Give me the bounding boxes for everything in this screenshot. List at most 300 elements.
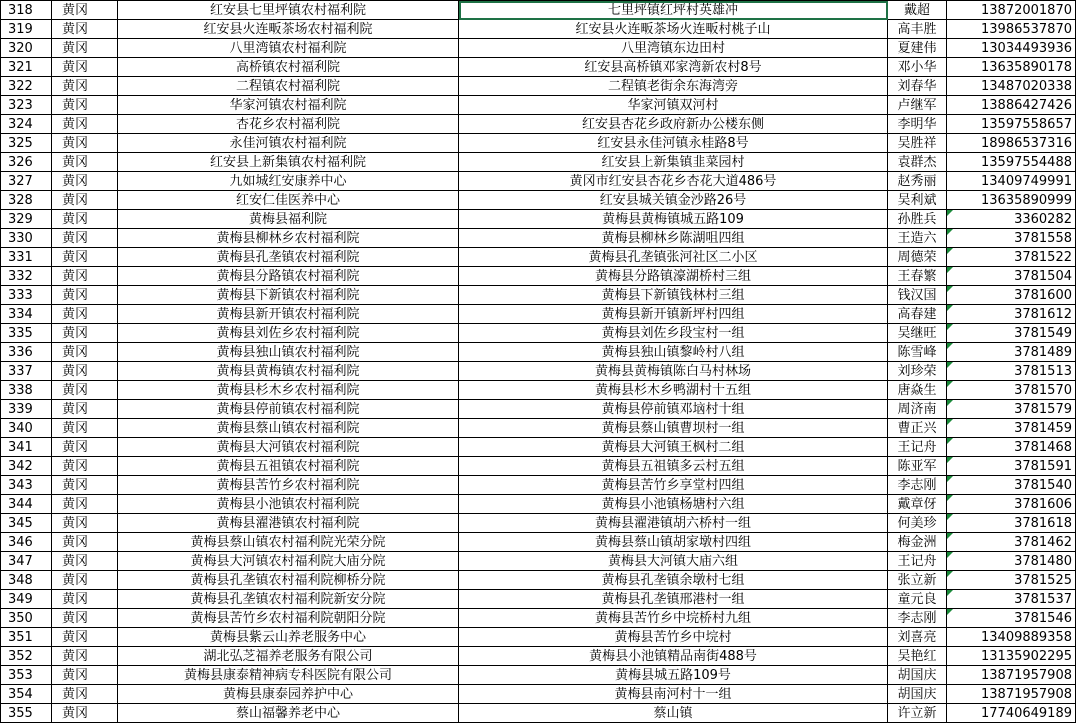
contact-person-text: 邓小华 (897, 59, 937, 75)
institution-name-cell[interactable] (118, 533, 459, 552)
region-cell[interactable] (52, 476, 118, 495)
region-cell[interactable] (52, 286, 118, 305)
region-cell[interactable] (52, 514, 118, 533)
number-as-text-indicator-icon (947, 552, 953, 558)
contact-person-cell[interactable] (888, 457, 947, 476)
contact-person-text: 王春繁 (897, 268, 937, 284)
phone-cell[interactable] (947, 533, 1076, 552)
institution-name-cell[interactable] (118, 191, 459, 210)
contact-person-cell[interactable] (888, 1, 947, 20)
address-cell[interactable] (459, 305, 888, 324)
region-cell[interactable] (52, 77, 118, 96)
region-cell[interactable] (52, 362, 118, 381)
row-number-cell[interactable] (1, 39, 52, 58)
phone-text: 3781558 (1014, 230, 1072, 246)
institution-name-cell[interactable] (118, 229, 459, 248)
region-cell[interactable] (52, 191, 118, 210)
table-row (1, 305, 1076, 324)
table-row (1, 552, 1076, 571)
address-cell[interactable] (459, 685, 888, 704)
institution-name-cell[interactable] (118, 400, 459, 419)
institution-name-cell[interactable] (118, 438, 459, 457)
institution-name-cell[interactable] (118, 248, 459, 267)
address-cell[interactable] (459, 400, 888, 419)
region-cell[interactable] (52, 400, 118, 419)
institution-name-cell[interactable] (118, 210, 459, 229)
address-cell[interactable] (459, 609, 888, 628)
institution-name-cell[interactable] (118, 153, 459, 172)
row-number-cell[interactable] (1, 1, 52, 20)
contact-person-cell[interactable] (888, 343, 947, 362)
institution-name-cell[interactable] (118, 362, 459, 381)
institution-name-text: 黄梅县小池镇农村福利院 (216, 496, 360, 512)
phone-cell[interactable] (947, 58, 1076, 77)
row-number-text: 323 (8, 97, 33, 113)
contact-person-cell[interactable] (888, 647, 947, 666)
address-cell[interactable] (459, 666, 888, 685)
phone-cell[interactable] (947, 381, 1076, 400)
address-cell[interactable] (459, 590, 888, 609)
row-number-cell[interactable] (1, 685, 52, 704)
phone-text: 13135902295 (981, 648, 1072, 664)
institution-name-cell[interactable] (118, 172, 459, 191)
institution-name-cell[interactable] (118, 343, 459, 362)
phone-text: 13487020338 (981, 78, 1072, 94)
address-cell[interactable] (459, 647, 888, 666)
contact-person-text: 陈雪峰 (897, 344, 937, 360)
phone-cell[interactable] (947, 571, 1076, 590)
phone-cell[interactable] (947, 704, 1076, 723)
phone-cell[interactable] (947, 39, 1076, 58)
address-cell[interactable] (459, 191, 888, 210)
region-cell[interactable] (52, 229, 118, 248)
contact-person-cell[interactable] (888, 362, 947, 381)
region-cell[interactable] (52, 533, 118, 552)
row-number-cell[interactable] (1, 134, 52, 153)
contact-person-cell[interactable] (888, 628, 947, 647)
region-cell[interactable] (52, 495, 118, 514)
region-text: 黄冈 (62, 40, 89, 56)
contact-person-cell[interactable] (888, 552, 947, 571)
region-text: 黄冈 (62, 439, 89, 455)
institution-name-cell[interactable] (118, 324, 459, 343)
institution-name-cell[interactable] (118, 514, 459, 533)
institution-name-cell[interactable] (118, 381, 459, 400)
phone-cell[interactable] (947, 438, 1076, 457)
institution-name-cell[interactable] (118, 495, 459, 514)
region-cell[interactable] (52, 704, 118, 723)
region-cell[interactable] (52, 438, 118, 457)
address-cell[interactable] (459, 552, 888, 571)
row-number-cell[interactable] (1, 210, 52, 229)
region-text: 黄冈 (62, 135, 89, 151)
contact-person-cell[interactable] (888, 267, 947, 286)
region-cell[interactable] (52, 666, 118, 685)
row-number-cell[interactable] (1, 153, 52, 172)
phone-text: 3781462 (1014, 534, 1072, 550)
region-cell[interactable] (52, 552, 118, 571)
phone-cell[interactable] (947, 552, 1076, 571)
phone-text: 13597554488 (981, 154, 1072, 170)
address-cell[interactable] (459, 343, 888, 362)
row-number-text: 338 (8, 382, 33, 398)
address-text: 黄梅县苦竹乡享堂村四组 (601, 477, 745, 493)
institution-name-cell[interactable] (118, 457, 459, 476)
contact-person-cell[interactable] (888, 685, 947, 704)
row-number-cell[interactable] (1, 267, 52, 286)
phone-text: 3781591 (1014, 458, 1072, 474)
table-row (1, 153, 1076, 172)
institution-name-cell[interactable] (118, 571, 459, 590)
phone-text: 3781513 (1014, 363, 1072, 379)
contact-person-cell[interactable] (888, 58, 947, 77)
contact-person-cell[interactable] (888, 305, 947, 324)
address-cell[interactable] (459, 495, 888, 514)
row-number-cell[interactable] (1, 20, 52, 39)
row-number-text: 332 (8, 268, 33, 284)
row-number-cell[interactable] (1, 476, 52, 495)
contact-person-cell[interactable] (888, 77, 947, 96)
phone-cell[interactable] (947, 362, 1076, 381)
region-cell[interactable] (52, 39, 118, 58)
number-as-text-indicator-icon (947, 533, 953, 539)
phone-cell[interactable] (947, 590, 1076, 609)
region-text: 黄冈 (62, 458, 89, 474)
row-number-text: 343 (8, 477, 33, 493)
address-cell[interactable] (459, 362, 888, 381)
contact-person-text: 钱汉国 (897, 287, 937, 303)
institution-name-cell[interactable] (118, 476, 459, 495)
number-as-text-indicator-icon (947, 590, 953, 596)
address-cell[interactable] (459, 628, 888, 647)
contact-person-cell[interactable] (888, 514, 947, 533)
address-text: 华家河镇双河村 (627, 97, 719, 113)
contact-person-text: 唐焱生 (897, 382, 937, 398)
contact-person-cell[interactable] (888, 381, 947, 400)
contact-person-cell[interactable] (888, 153, 947, 172)
institution-name-cell[interactable] (118, 96, 459, 115)
region-cell[interactable] (52, 457, 118, 476)
row-number-cell[interactable] (1, 609, 52, 628)
phone-cell[interactable] (947, 172, 1076, 191)
contact-person-cell[interactable] (888, 533, 947, 552)
region-cell[interactable] (52, 324, 118, 343)
row-number-cell[interactable] (1, 647, 52, 666)
contact-person-text: 刘春华 (897, 78, 937, 94)
contact-person-cell[interactable] (888, 286, 947, 305)
phone-cell[interactable] (947, 20, 1076, 39)
phone-cell[interactable] (947, 267, 1076, 286)
phone-cell[interactable] (947, 286, 1076, 305)
institution-name-cell[interactable] (118, 666, 459, 685)
address-cell[interactable] (459, 172, 888, 191)
contact-person-text: 吴继旺 (897, 325, 937, 341)
address-cell[interactable] (459, 153, 888, 172)
region-cell[interactable] (52, 571, 118, 590)
selected-cell[interactable] (459, 1, 888, 20)
row-number-cell[interactable] (1, 590, 52, 609)
region-cell[interactable] (52, 172, 118, 191)
number-as-text-indicator-icon (947, 324, 953, 330)
phone-cell[interactable] (947, 96, 1076, 115)
region-cell[interactable] (52, 153, 118, 172)
region-cell[interactable] (52, 305, 118, 324)
address-cell[interactable] (459, 20, 888, 39)
phone-text: 3781612 (1014, 306, 1072, 322)
institution-name-cell[interactable] (118, 77, 459, 96)
institution-name-cell[interactable] (118, 419, 459, 438)
table-row (1, 628, 1076, 647)
phone-cell[interactable] (947, 476, 1076, 495)
address-text: 黄梅县新开镇新坪村四组 (601, 306, 745, 322)
institution-name-cell[interactable] (118, 685, 459, 704)
phone-text: 13871957908 (981, 686, 1072, 702)
phone-cell[interactable] (947, 305, 1076, 324)
row-number-cell[interactable] (1, 457, 52, 476)
row-number-cell[interactable] (1, 495, 52, 514)
contact-person-cell[interactable] (888, 476, 947, 495)
phone-cell[interactable] (947, 685, 1076, 704)
institution-name-cell[interactable] (118, 267, 459, 286)
table-row (1, 58, 1076, 77)
institution-name-cell[interactable] (118, 58, 459, 77)
institution-name-text: 华家河镇农村福利院 (229, 97, 347, 113)
row-number-cell[interactable] (1, 438, 52, 457)
phone-cell[interactable] (947, 77, 1076, 96)
address-text: 黄梅县城五路109号 (615, 667, 731, 683)
institution-name-cell[interactable] (118, 1, 459, 20)
address-cell[interactable] (459, 438, 888, 457)
address-cell[interactable] (459, 39, 888, 58)
institution-name-cell[interactable] (118, 286, 459, 305)
address-cell[interactable] (459, 58, 888, 77)
row-number-cell[interactable] (1, 115, 52, 134)
institution-name-cell[interactable] (118, 20, 459, 39)
contact-person-cell[interactable] (888, 400, 947, 419)
row-number-cell[interactable] (1, 229, 52, 248)
region-cell[interactable] (52, 419, 118, 438)
contact-person-cell[interactable] (888, 495, 947, 514)
phone-cell[interactable] (947, 647, 1076, 666)
phone-cell[interactable] (947, 666, 1076, 685)
row-number-cell[interactable] (1, 191, 52, 210)
address-cell[interactable] (459, 571, 888, 590)
region-text: 黄冈 (62, 173, 89, 189)
institution-name-cell[interactable] (118, 134, 459, 153)
row-number-cell[interactable] (1, 552, 52, 571)
row-number-cell[interactable] (1, 305, 52, 324)
row-number-cell[interactable] (1, 343, 52, 362)
row-number-cell[interactable] (1, 571, 52, 590)
phone-cell[interactable] (947, 457, 1076, 476)
phone-cell[interactable] (947, 229, 1076, 248)
table-row (1, 514, 1076, 533)
region-cell[interactable] (52, 628, 118, 647)
phone-text: 3781489 (1014, 344, 1072, 360)
phone-cell[interactable] (947, 115, 1076, 134)
institution-name-text: 红安县七里坪镇农村福利院 (209, 2, 366, 18)
contact-person-text: 刘珍荣 (897, 363, 937, 379)
row-number-text: 344 (8, 496, 33, 512)
phone-cell[interactable] (947, 210, 1076, 229)
table-row (1, 362, 1076, 381)
region-cell[interactable] (52, 58, 118, 77)
contact-person-cell[interactable] (888, 590, 947, 609)
region-cell[interactable] (52, 590, 118, 609)
address-cell[interactable] (459, 533, 888, 552)
region-cell[interactable] (52, 609, 118, 628)
institution-name-cell[interactable] (118, 305, 459, 324)
institution-name-cell[interactable] (118, 609, 459, 628)
address-cell[interactable] (459, 267, 888, 286)
address-cell[interactable] (459, 704, 888, 723)
contact-person-cell[interactable] (888, 115, 947, 134)
address-cell[interactable] (459, 77, 888, 96)
row-number-cell[interactable] (1, 172, 52, 191)
row-number-cell[interactable] (1, 248, 52, 267)
institution-name-cell[interactable] (118, 590, 459, 609)
address-cell[interactable] (459, 115, 888, 134)
institution-name-cell[interactable] (118, 552, 459, 571)
phone-cell[interactable] (947, 134, 1076, 153)
contact-person-cell[interactable] (888, 666, 947, 685)
contact-person-text: 梅金洲 (897, 534, 937, 550)
row-number-cell[interactable] (1, 533, 52, 552)
address-cell[interactable] (459, 210, 888, 229)
row-number-text: 337 (8, 363, 33, 379)
row-number-cell[interactable] (1, 362, 52, 381)
row-number-text: 340 (8, 420, 33, 436)
row-number-cell[interactable] (1, 77, 52, 96)
row-number-cell[interactable] (1, 324, 52, 343)
contact-person-cell[interactable] (888, 609, 947, 628)
table-row (1, 286, 1076, 305)
contact-person-cell[interactable] (888, 438, 947, 457)
phone-cell[interactable] (947, 324, 1076, 343)
region-cell[interactable] (52, 685, 118, 704)
row-number-text: 330 (8, 230, 33, 246)
institution-name-cell[interactable] (118, 647, 459, 666)
phone-cell[interactable] (947, 400, 1076, 419)
contact-person-cell[interactable] (888, 39, 947, 58)
phone-cell[interactable] (947, 514, 1076, 533)
contact-person-cell[interactable] (888, 229, 947, 248)
institution-name-text: 黄梅县孔垄镇农村福利院新安分院 (190, 591, 386, 607)
row-number-text: 318 (8, 2, 33, 18)
region-cell[interactable] (52, 647, 118, 666)
phone-cell[interactable] (947, 419, 1076, 438)
institution-name-cell[interactable] (118, 704, 459, 723)
region-text: 黄冈 (62, 648, 89, 664)
contact-person-cell[interactable] (888, 419, 947, 438)
institution-name-cell[interactable] (118, 628, 459, 647)
phone-cell[interactable] (947, 628, 1076, 647)
row-number-cell[interactable] (1, 514, 52, 533)
phone-cell[interactable] (947, 248, 1076, 267)
row-number-cell[interactable] (1, 381, 52, 400)
table-row (1, 77, 1076, 96)
contact-person-text: 赵秀丽 (897, 173, 937, 189)
region-text: 黄冈 (62, 705, 89, 721)
row-number-cell[interactable] (1, 628, 52, 647)
row-number-cell[interactable] (1, 666, 52, 685)
contact-person-text: 周济南 (897, 401, 937, 417)
phone-text: 3781570 (1014, 382, 1072, 398)
region-cell[interactable] (52, 381, 118, 400)
address-cell[interactable] (459, 248, 888, 267)
address-cell[interactable] (459, 419, 888, 438)
address-cell[interactable] (459, 457, 888, 476)
phone-cell[interactable] (947, 495, 1076, 514)
region-cell[interactable] (52, 1, 118, 20)
contact-person-cell[interactable] (888, 191, 947, 210)
contact-person-cell[interactable] (888, 571, 947, 590)
row-number-cell[interactable] (1, 419, 52, 438)
contact-person-cell[interactable] (888, 96, 947, 115)
contact-person-text: 卢继军 (897, 97, 937, 113)
address-cell[interactable] (459, 324, 888, 343)
row-number-cell[interactable] (1, 96, 52, 115)
address-cell[interactable] (459, 476, 888, 495)
contact-person-cell[interactable] (888, 134, 947, 153)
institution-name-text: 黄梅县新开镇农村福利院 (216, 306, 360, 322)
phone-text: 3781459 (1014, 420, 1072, 436)
region-cell[interactable] (52, 134, 118, 153)
region-text: 黄冈 (62, 401, 89, 417)
region-cell[interactable] (52, 248, 118, 267)
contact-person-cell[interactable] (888, 324, 947, 343)
region-text: 黄冈 (62, 534, 89, 550)
region-text: 黄冈 (62, 553, 89, 569)
region-cell[interactable] (52, 343, 118, 362)
row-number-text: 322 (8, 78, 33, 94)
institution-name-text: 黄梅县孔垄镇农村福利院 (216, 249, 360, 265)
region-text: 黄冈 (62, 116, 89, 132)
row-number-cell[interactable] (1, 286, 52, 305)
phone-cell[interactable] (947, 191, 1076, 210)
address-cell[interactable] (459, 134, 888, 153)
institution-name-cell[interactable] (118, 39, 459, 58)
row-number-cell[interactable] (1, 58, 52, 77)
phone-cell[interactable] (947, 609, 1076, 628)
contact-person-cell[interactable] (888, 172, 947, 191)
address-cell[interactable] (459, 229, 888, 248)
region-cell[interactable] (52, 20, 118, 39)
institution-name-cell[interactable] (118, 115, 459, 134)
row-number-cell[interactable] (1, 400, 52, 419)
row-number-cell[interactable] (1, 704, 52, 723)
contact-person-cell[interactable] (888, 20, 947, 39)
region-cell[interactable] (52, 210, 118, 229)
contact-person-cell[interactable] (888, 248, 947, 267)
region-cell[interactable] (52, 115, 118, 134)
phone-cell[interactable] (947, 1, 1076, 20)
region-text: 黄冈 (62, 230, 89, 246)
address-cell[interactable] (459, 381, 888, 400)
contact-person-cell[interactable] (888, 704, 947, 723)
address-cell[interactable] (459, 96, 888, 115)
phone-cell[interactable] (947, 343, 1076, 362)
number-as-text-indicator-icon (947, 305, 953, 311)
phone-cell[interactable] (947, 153, 1076, 172)
region-cell[interactable] (52, 267, 118, 286)
address-cell[interactable] (459, 514, 888, 533)
table-row (1, 400, 1076, 419)
contact-person-cell[interactable] (888, 210, 947, 229)
institution-name-text: 黄梅县柳林乡农村福利院 (216, 230, 360, 246)
address-cell[interactable] (459, 286, 888, 305)
region-cell[interactable] (52, 96, 118, 115)
